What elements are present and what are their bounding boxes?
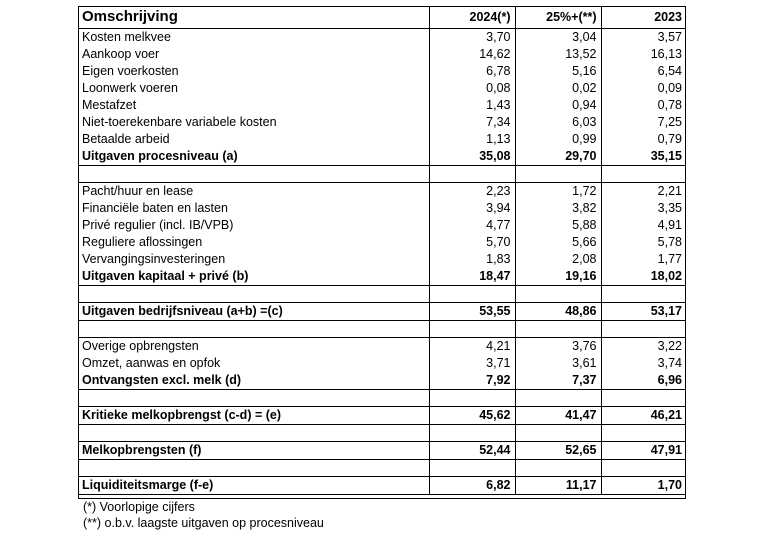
row-value: 6,54	[601, 63, 686, 80]
row-value: 7,25	[601, 114, 686, 131]
spacer-cell	[78, 166, 429, 183]
row-value: 3,35	[601, 200, 686, 217]
spacer-row	[78, 286, 686, 303]
row-value: 2,23	[429, 183, 515, 201]
row-value: 1,43	[429, 97, 515, 114]
table-row	[78, 29, 686, 47]
row-value: 3,61	[515, 355, 601, 372]
header-row	[78, 6, 686, 29]
spacer-cell	[429, 425, 515, 442]
header-2023: 2023	[601, 6, 686, 29]
spacer-row	[78, 166, 686, 183]
table-row	[78, 97, 686, 114]
table-row	[78, 114, 686, 131]
spacer-cell	[515, 390, 601, 407]
row-value: 3,22	[601, 338, 686, 356]
row-label: Omzet, aanwas en opfok	[82, 356, 221, 370]
row-value: 45,62	[429, 407, 515, 425]
spacer-row	[78, 460, 686, 477]
row-value: 3,82	[515, 200, 601, 217]
table-row	[78, 217, 686, 234]
row-label: Kritieke melkopbrengst (c-d) = (e)	[78, 407, 429, 425]
spacer-cell	[515, 425, 601, 442]
row-value: 4,21	[429, 338, 515, 356]
row-label: Overige opbrengsten	[82, 339, 199, 353]
row-value: 11,17	[515, 477, 601, 495]
row-value: 3,57	[601, 29, 686, 47]
table-row	[78, 80, 686, 97]
row-value: 14,62	[429, 46, 515, 63]
total-row	[78, 372, 686, 390]
row-label: Aankoop voer	[82, 47, 160, 61]
spacer-cell	[429, 460, 515, 477]
row-value: 0,94	[515, 97, 601, 114]
row-value: 35,08	[429, 148, 515, 166]
spacer-cell	[515, 166, 601, 183]
row-value: 3,70	[429, 29, 515, 47]
row-value: 16,13	[601, 46, 686, 63]
row-value: 46,21	[601, 407, 686, 425]
row-label: Melkopbrengsten (f)	[78, 442, 429, 460]
row-value: 3,76	[515, 338, 601, 356]
row-value: 5,66	[515, 234, 601, 251]
spacer-cell	[429, 286, 515, 303]
row-value: 4,91	[601, 217, 686, 234]
row-value: 3,71	[429, 355, 515, 372]
row-value: 1,83	[429, 251, 515, 268]
spacer-cell	[515, 286, 601, 303]
row-value: 47,91	[601, 442, 686, 460]
row-value: 1,70	[601, 477, 686, 495]
row-value: 35,15	[601, 148, 686, 166]
spacer-cell	[78, 460, 429, 477]
spacer-cell	[601, 425, 686, 442]
table-row	[78, 63, 686, 80]
row-label: Niet-toerekenbare variabele kosten	[82, 115, 277, 129]
row-label: Liquiditeitsmarge (f-e)	[78, 477, 429, 495]
total-row	[78, 407, 686, 425]
table-row	[78, 46, 686, 63]
footnote-provisional: (*) Voorlopige cijfers	[83, 500, 195, 514]
row-value: 5,16	[515, 63, 601, 80]
row-value: 18,47	[429, 268, 515, 286]
spacer-cell	[601, 321, 686, 338]
row-label: Ontvangsten excl. melk (d)	[78, 372, 429, 390]
row-value: 0,09	[601, 80, 686, 97]
row-label: Eigen voerkosten	[82, 64, 179, 78]
spacer-row	[78, 321, 686, 338]
row-label: Reguliere aflossingen	[82, 235, 203, 249]
spacer-cell	[429, 321, 515, 338]
row-value: 52,44	[429, 442, 515, 460]
row-value: 2,08	[515, 251, 601, 268]
row-value: 5,88	[515, 217, 601, 234]
spacer-cell	[601, 390, 686, 407]
spacer-cell	[78, 425, 429, 442]
row-value: 1,77	[601, 251, 686, 268]
table-row	[78, 234, 686, 251]
spacer-cell	[515, 460, 601, 477]
row-value: 5,70	[429, 234, 515, 251]
table-row	[78, 131, 686, 148]
spacer-cell	[601, 460, 686, 477]
spacer-cell	[601, 166, 686, 183]
row-value: 0,02	[515, 80, 601, 97]
spacer-cell	[78, 390, 429, 407]
cost-table	[78, 6, 686, 495]
header-description: Omschrijving	[78, 6, 429, 29]
row-value: 3,94	[429, 200, 515, 217]
spacer-cell	[429, 390, 515, 407]
header-25pct: 25%+(**)	[515, 6, 601, 29]
row-value: 19,16	[515, 268, 601, 286]
row-label: Mestafzet	[82, 98, 137, 112]
row-value: 7,37	[515, 372, 601, 390]
row-value: 53,55	[429, 303, 515, 321]
row-value: 0,79	[601, 131, 686, 148]
row-value: 6,03	[515, 114, 601, 131]
row-value: 0,08	[429, 80, 515, 97]
row-value: 2,21	[601, 183, 686, 201]
row-label: Uitgaven procesniveau (a)	[78, 148, 429, 166]
row-value: 7,34	[429, 114, 515, 131]
row-value: 5,78	[601, 234, 686, 251]
row-value: 41,47	[515, 407, 601, 425]
row-label: Kosten melkvee	[82, 30, 171, 44]
total-row	[78, 268, 686, 286]
spacer-cell	[78, 286, 429, 303]
row-value: 52,65	[515, 442, 601, 460]
total-row	[78, 148, 686, 166]
spacer-cell	[429, 166, 515, 183]
table-row	[78, 251, 686, 268]
row-value: 0,78	[601, 97, 686, 114]
total-row	[78, 303, 686, 321]
total-row	[78, 477, 686, 495]
row-label: Financiële baten en lasten	[82, 201, 228, 215]
row-label: Betaalde arbeid	[82, 132, 170, 146]
row-value: 53,17	[601, 303, 686, 321]
spacer-cell	[601, 286, 686, 303]
row-label: Vervangingsinvesteringen	[82, 252, 226, 266]
row-value: 6,82	[429, 477, 515, 495]
row-value: 29,70	[515, 148, 601, 166]
row-value: 6,78	[429, 63, 515, 80]
table-row	[78, 200, 686, 217]
row-value: 7,92	[429, 372, 515, 390]
row-value: 1,13	[429, 131, 515, 148]
table-row	[78, 355, 686, 372]
header-2024: 2024(*)	[429, 6, 515, 29]
row-value: 3,74	[601, 355, 686, 372]
spacer-row	[78, 390, 686, 407]
spacer-cell	[78, 321, 429, 338]
row-value: 18,02	[601, 268, 686, 286]
total-row	[78, 442, 686, 460]
spacer-row	[78, 425, 686, 442]
row-label: Privé regulier (incl. IB/VPB)	[82, 218, 234, 232]
row-label: Pacht/huur en lease	[82, 184, 194, 198]
row-value: 3,04	[515, 29, 601, 47]
row-value: 48,86	[515, 303, 601, 321]
row-value: 13,52	[515, 46, 601, 63]
table-row	[78, 338, 686, 356]
row-label: Uitgaven kapitaal + privé (b)	[78, 268, 429, 286]
row-value: 1,72	[515, 183, 601, 201]
row-label: Loonwerk voeren	[82, 81, 178, 95]
table-row	[78, 183, 686, 201]
footnote-lowest-costs: (**) o.b.v. laagste uitgaven op procesniveau	[83, 516, 324, 530]
row-value: 4,77	[429, 217, 515, 234]
row-value: 6,96	[601, 372, 686, 390]
spacer-cell	[515, 321, 601, 338]
row-value: 0,99	[515, 131, 601, 148]
table-body	[78, 29, 686, 495]
row-label: Uitgaven bedrijfsniveau (a+b) =(c)	[78, 303, 429, 321]
